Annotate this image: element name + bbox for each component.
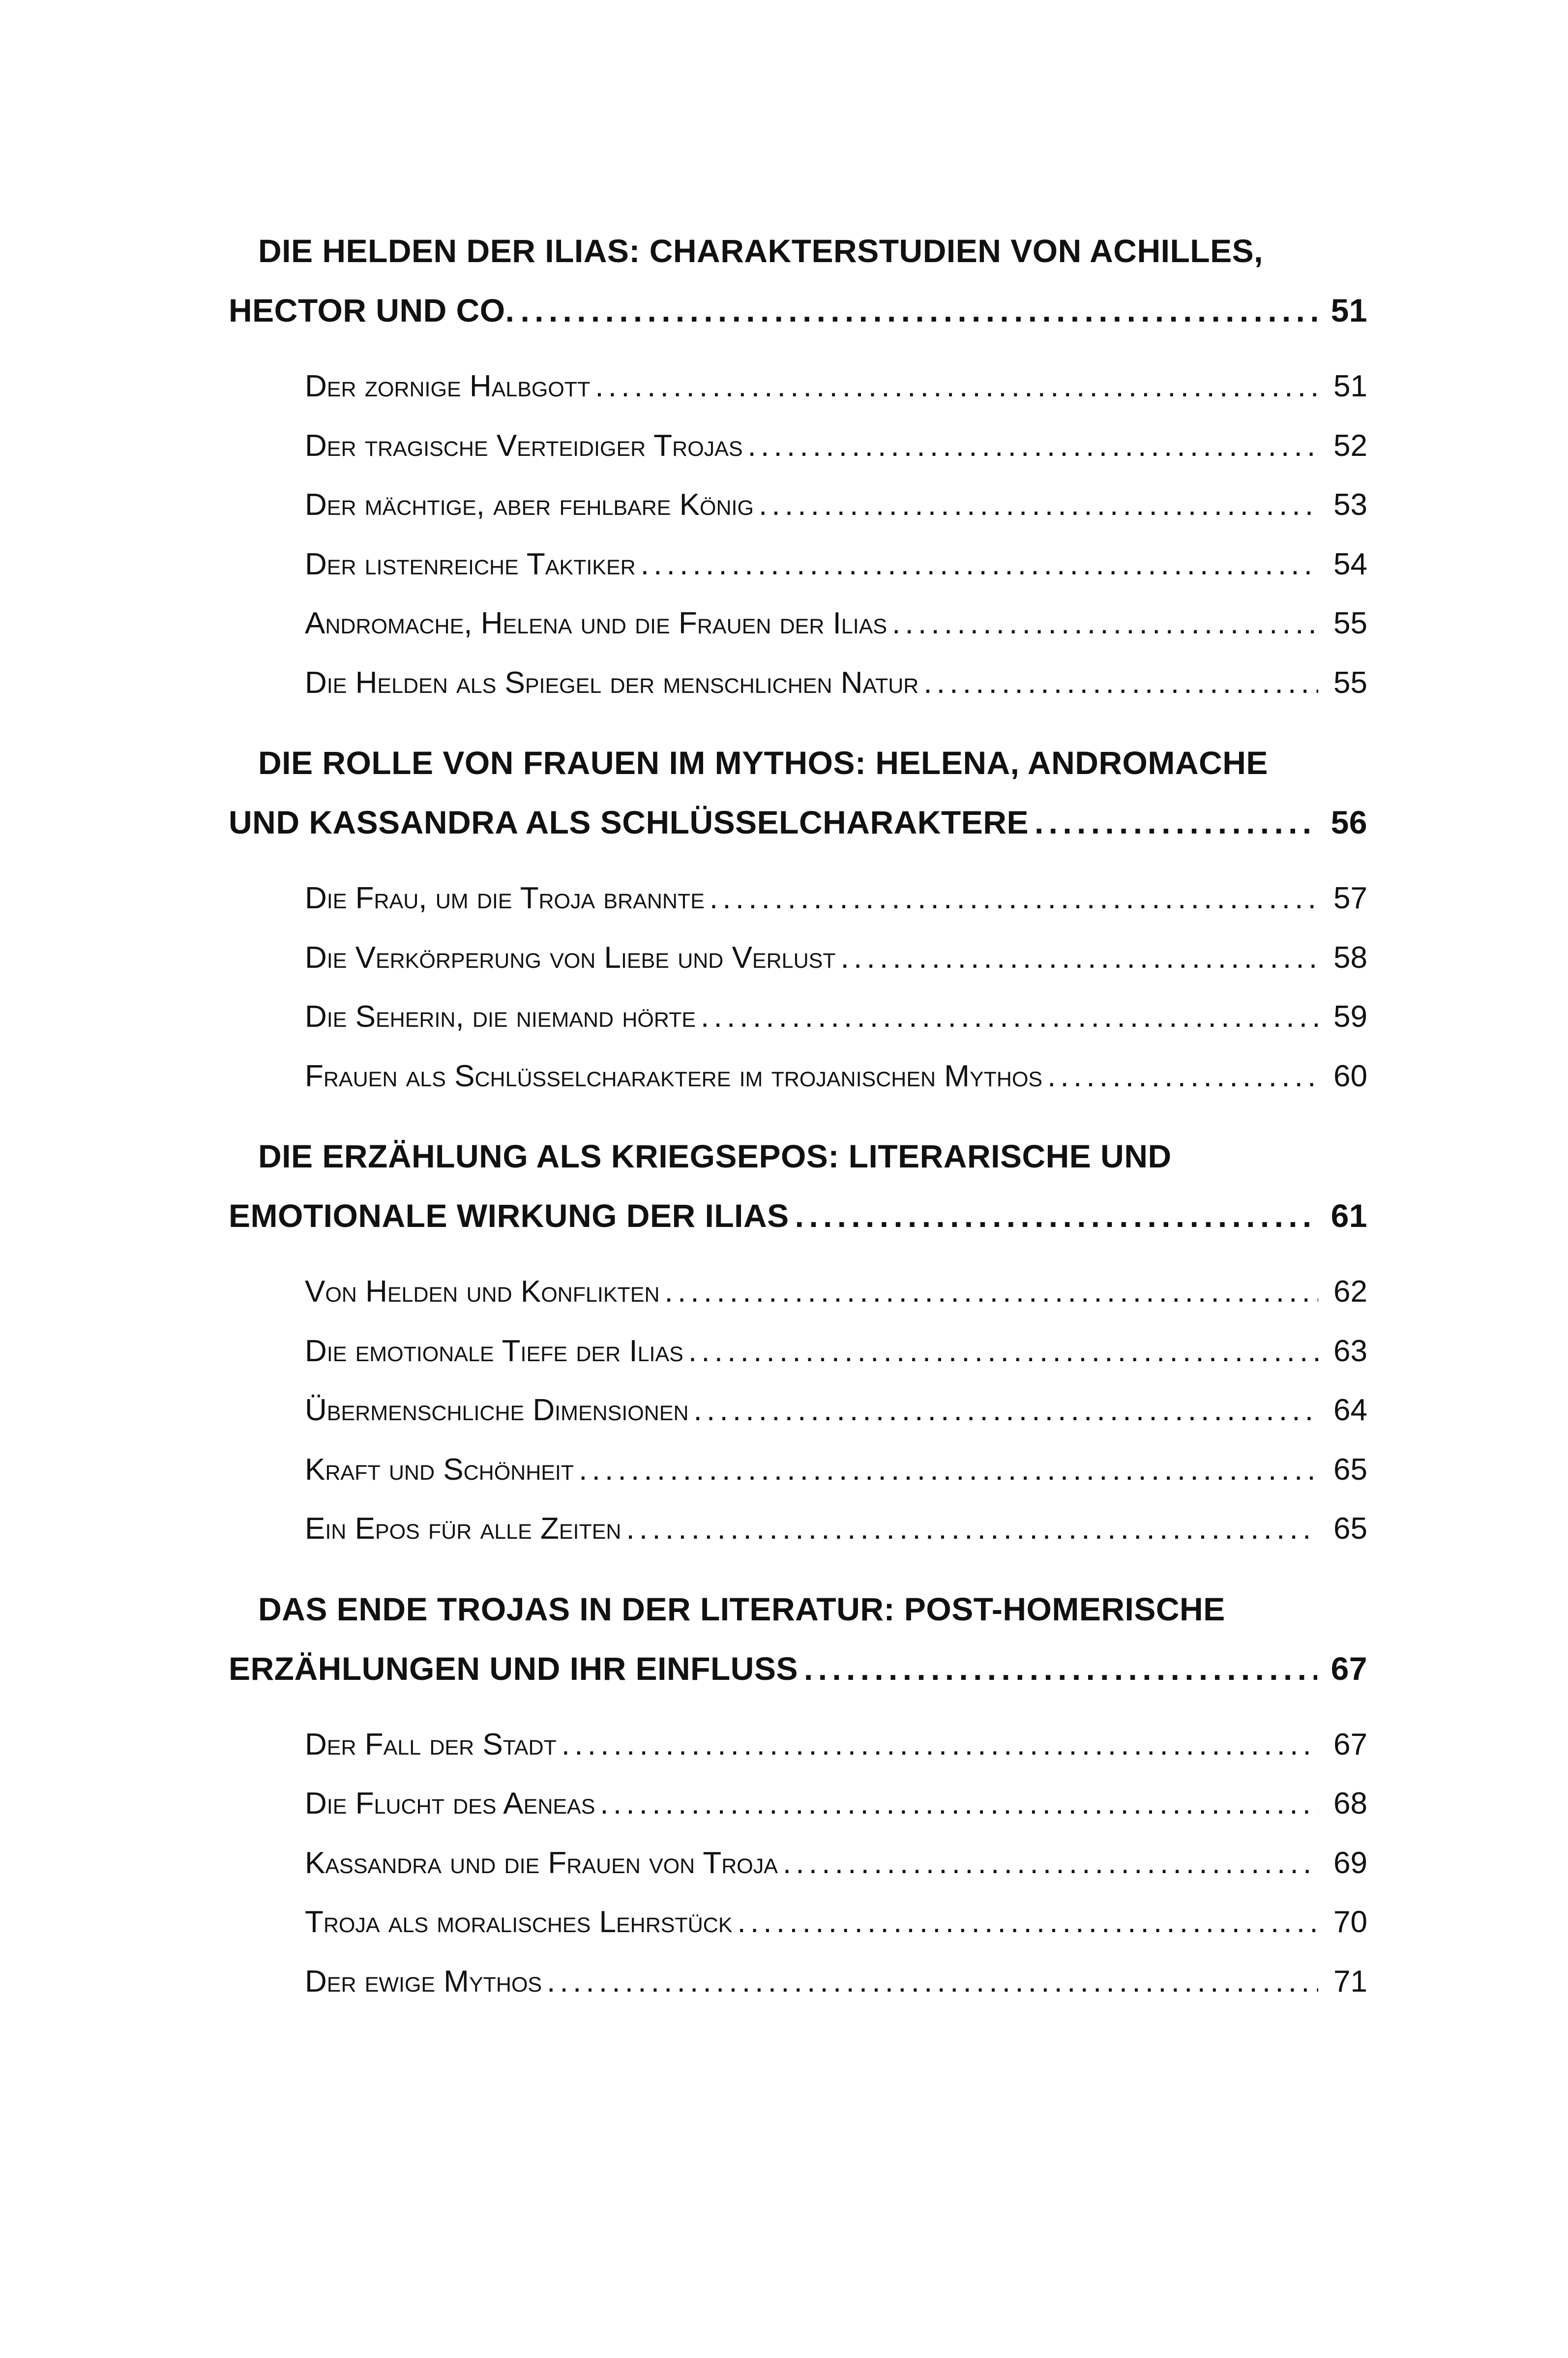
chapter-entry[interactable] (229, 793, 1367, 852)
section-title: Die Helden als Spiegel der menschlichen Natur (305, 665, 919, 700)
dot-leader (520, 281, 1317, 340)
section-entry[interactable] (305, 1322, 1367, 1381)
section-entry[interactable] (305, 1774, 1367, 1834)
toc-chapter (229, 733, 1367, 1106)
section-title: Ein Epos für alle Zeiten (305, 1512, 621, 1546)
section-entry[interactable] (305, 535, 1367, 595)
chapter-entry[interactable] (229, 1639, 1367, 1699)
dot-leader (710, 869, 1318, 928)
section-page-number: 59 (1333, 1000, 1367, 1034)
section-title: Von Helden und Konflikten (305, 1275, 660, 1309)
dot-leader (701, 987, 1318, 1046)
section-page-number: 64 (1333, 1393, 1367, 1427)
chapter-page-number: 56 (1331, 804, 1367, 840)
chapter-title-line2: HECTOR UND CO. (229, 292, 515, 328)
toc-chapter (229, 221, 1367, 713)
dot-leader (562, 1715, 1318, 1774)
section-list (229, 869, 1367, 1106)
section-entry[interactable] (305, 869, 1367, 928)
section-entry[interactable] (305, 987, 1367, 1047)
section-entry[interactable] (305, 1047, 1367, 1106)
section-page-number: 60 (1333, 1059, 1367, 1093)
section-page-number: 51 (1333, 369, 1367, 403)
section-title: Der listenreiche Taktiker (305, 547, 636, 581)
dot-leader (1047, 1047, 1318, 1106)
section-entry[interactable] (305, 1893, 1367, 1952)
chapter-title-line2: ERZÄHLUNGEN UND IHR EINFLUSS (229, 1650, 799, 1687)
chapter-title-line2: EMOTIONALE WIRKUNG DER ILIAS (229, 1197, 789, 1234)
section-title: Der mächtige, aber fehlbare König (305, 488, 754, 522)
section-entry[interactable] (305, 357, 1367, 417)
section-title: Kassandra und die Frauen von Troja (305, 1846, 778, 1880)
chapter-page-number: 51 (1331, 292, 1367, 328)
section-entry[interactable] (305, 417, 1367, 476)
section-title: Die emotionale Tiefe der Ilias (305, 1334, 683, 1368)
dot-leader (595, 357, 1318, 416)
chapter-page-number: 67 (1331, 1650, 1367, 1687)
section-page-number: 71 (1333, 1964, 1367, 1999)
dot-leader (841, 928, 1318, 987)
section-entry[interactable] (305, 1440, 1367, 1500)
dot-leader (783, 1834, 1318, 1893)
section-entry[interactable] (305, 1715, 1367, 1775)
section-title: Der tragische Verteidiger Trojas (305, 428, 743, 463)
section-list (229, 1262, 1367, 1559)
dot-leader (579, 1440, 1318, 1499)
dot-leader (738, 1893, 1318, 1952)
chapter-entry[interactable] (229, 281, 1367, 340)
section-page-number: 55 (1333, 606, 1367, 640)
section-entry[interactable] (305, 1381, 1367, 1440)
section-title: Die Verkörperung von Liebe und Verlust (305, 940, 836, 975)
chapter-title-line2: UND KASSANDRA ALS SCHLÜSSELCHARAKTERE (229, 804, 1029, 840)
section-title: Der ewige Mythos (305, 1964, 542, 1999)
chapter-entry[interactable] (229, 1186, 1367, 1246)
section-title: Andromache, Helena und die Frauen der Ilias (305, 606, 888, 640)
section-title: Frauen als Schlüsselcharaktere im trojanischen Mythos (305, 1059, 1043, 1093)
dot-leader (641, 535, 1318, 594)
section-entry[interactable] (305, 654, 1367, 713)
section-title: Die Seherin, die niemand hörte (305, 1000, 696, 1034)
section-entry[interactable] (305, 1499, 1367, 1559)
section-page-number: 70 (1333, 1905, 1367, 1939)
section-page-number: 62 (1333, 1275, 1367, 1309)
section-list (229, 357, 1367, 713)
toc-chapter (229, 1580, 1367, 2012)
section-page-number: 55 (1333, 665, 1367, 700)
dot-leader (665, 1262, 1318, 1321)
section-page-number: 53 (1333, 488, 1367, 522)
dot-leader (923, 654, 1318, 713)
section-title: Troja als moralisches Lehrstück (305, 1905, 733, 1939)
section-entry[interactable] (305, 1262, 1367, 1322)
section-entry[interactable] (305, 594, 1367, 654)
dot-leader (759, 476, 1318, 535)
dot-leader (748, 417, 1318, 476)
section-entry[interactable] (305, 1952, 1367, 2012)
chapter-title-line1[interactable]: DIE HELDEN DER ILIAS: CHARAKTERSTUDIEN VON ACHILLES, (258, 233, 1263, 269)
section-list (229, 1715, 1367, 2012)
section-title: Der zornige Halbgott (305, 369, 591, 403)
section-page-number: 68 (1333, 1787, 1367, 1821)
section-page-number: 65 (1333, 1452, 1367, 1487)
chapter-title-line1[interactable]: DAS ENDE TROJAS IN DER LITERATUR: POST-HOMERISCHE (258, 1590, 1225, 1627)
section-entry[interactable] (305, 476, 1367, 535)
section-page-number: 57 (1333, 881, 1367, 915)
chapter-title-line1[interactable]: DIE ROLLE VON FRAUEN IM MYTHOS: HELENA, ANDROMACHE (258, 745, 1268, 781)
dot-leader (795, 1186, 1317, 1246)
section-title: Übermenschliche Dimensionen (305, 1393, 689, 1427)
dot-leader (892, 594, 1318, 653)
dot-leader (626, 1499, 1318, 1558)
dot-leader (688, 1322, 1318, 1381)
dot-leader (1035, 793, 1317, 852)
dot-leader (600, 1774, 1318, 1833)
table-of-contents (229, 221, 1367, 2011)
chapter-title-line1[interactable]: DIE ERZÄHLUNG ALS KRIEGSEPOS: LITERARISCHE UND (258, 1138, 1172, 1174)
section-title: Kraft und Schönheit (305, 1452, 574, 1487)
chapter-page-number: 61 (1331, 1197, 1367, 1234)
section-page-number: 65 (1333, 1512, 1367, 1546)
section-page-number: 67 (1333, 1727, 1367, 1761)
section-title: Der Fall der Stadt (305, 1727, 557, 1761)
section-entry[interactable] (305, 928, 1367, 988)
section-page-number: 52 (1333, 428, 1367, 463)
section-page-number: 63 (1333, 1334, 1367, 1368)
section-title: Die Flucht des Aeneas (305, 1787, 595, 1821)
dot-leader (804, 1639, 1317, 1699)
section-title: Die Frau, um die Troja brannte (305, 881, 705, 915)
toc-chapter (229, 1127, 1367, 1559)
section-page-number: 54 (1333, 547, 1367, 581)
section-entry[interactable] (305, 1834, 1367, 1893)
section-page-number: 69 (1333, 1846, 1367, 1880)
dot-leader (547, 1952, 1318, 2011)
dot-leader (694, 1381, 1318, 1440)
section-page-number: 58 (1333, 940, 1367, 975)
